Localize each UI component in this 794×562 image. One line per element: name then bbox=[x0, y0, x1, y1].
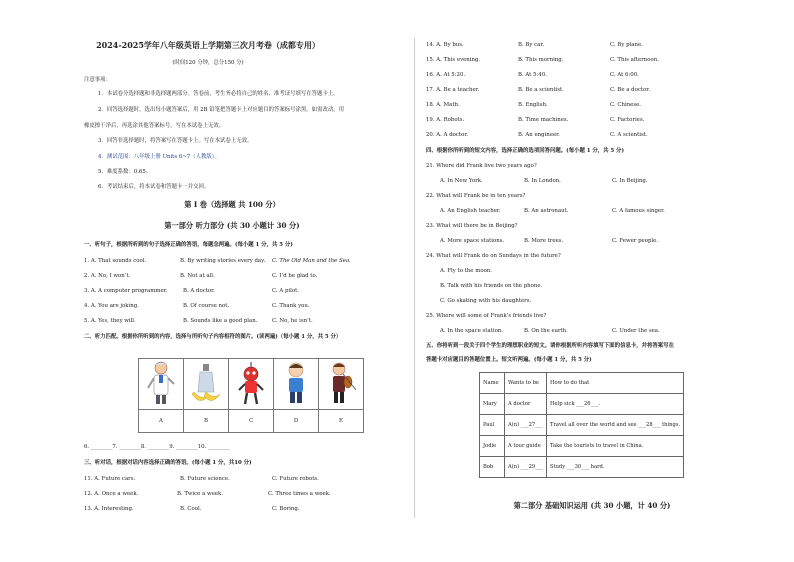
q16-a: 16. A. At 5:20. bbox=[426, 72, 466, 78]
bananas-bottle-icon bbox=[188, 360, 224, 406]
q20-c: C. A scientist. bbox=[610, 132, 648, 138]
table-cell: How to do that bbox=[546, 373, 683, 394]
table-cell: Bob bbox=[480, 457, 505, 478]
q22-c: C. A famous singer. bbox=[612, 208, 665, 214]
q2-b: B. Not at all. bbox=[180, 273, 215, 279]
q22-b: B. An astronaut. bbox=[524, 208, 569, 214]
q2-c: C. I’d be glad to. bbox=[272, 273, 318, 279]
q17-c: C. Be a doctor. bbox=[610, 87, 650, 93]
q13-c: C. Boring. bbox=[272, 506, 300, 512]
q16-b: B. At 5:40. bbox=[518, 72, 547, 78]
q1-b: B. By writing stories every day. bbox=[180, 258, 266, 264]
q4-a: 4. A. You are joking. bbox=[84, 303, 139, 309]
q1-a: 1. A. That sounds cool. bbox=[84, 258, 147, 264]
q1-c: C. The Old Man and the Sea. bbox=[272, 258, 351, 264]
part1-heading: 第一部分 听力部分 (共 30 小题计 30 分) bbox=[164, 221, 300, 230]
q17-b: B. Be a scientist. bbox=[518, 87, 564, 93]
table-cell: Study ___30___ hard. bbox=[546, 457, 683, 478]
q19-c: C. Factories. bbox=[610, 117, 645, 123]
q24-c: C. Go skating with his daughters. bbox=[440, 298, 532, 304]
note-3: 3．回答非选择题时，将答案写在答题卡上。写在本试卷上无效。 bbox=[98, 138, 253, 144]
note-5: 5．难度系数：0.65。 bbox=[98, 169, 152, 175]
q11-b: B. Future science. bbox=[180, 476, 230, 482]
q13-b: B. Cool. bbox=[180, 506, 202, 512]
q13-a: 13. A. Interesting. bbox=[84, 506, 134, 512]
matching-blanks: 6. ________7. ________8. ________9. ________10. ________ bbox=[84, 444, 230, 450]
table-cell: Wants to be bbox=[505, 373, 547, 394]
q18-c: C. Chinese. bbox=[610, 102, 642, 108]
table-row bbox=[480, 457, 684, 478]
info-card-table bbox=[479, 372, 684, 478]
q25: 25. Where will some of Frank’s friends live? bbox=[426, 313, 547, 319]
q2-a: 2. A. No, I won’t. bbox=[84, 273, 131, 279]
note-6: 6．考试结束后，将本试卷和答题卡一并交回。 bbox=[98, 184, 210, 190]
doctor-icon bbox=[143, 360, 179, 406]
q23: 23. What will there be in Beijing? bbox=[426, 223, 518, 229]
table-cell: Name bbox=[480, 373, 505, 394]
q15-a: 15. A. This evening. bbox=[426, 57, 481, 63]
q21-b: B. In London. bbox=[524, 178, 561, 184]
section5-heading-b: 答题卡对应题目的答题位置上。短文听两遍。(每小题 1 分，共 5 分) bbox=[426, 357, 592, 363]
q14-b: B. By car. bbox=[518, 42, 545, 48]
q24-b: B. Talk with his friends on the phone. bbox=[440, 283, 543, 289]
q3-c: C. A pilot. bbox=[272, 288, 299, 294]
q5-a: 5. A. Yes, they will. bbox=[84, 318, 136, 324]
q14-a: 14. A. By bus. bbox=[426, 42, 464, 48]
q24: 24. What will Frank do on Sundays in the future? bbox=[426, 253, 561, 259]
column-divider bbox=[414, 38, 415, 518]
q25-c: C. Under the sea. bbox=[612, 328, 660, 334]
q22: 22. What will Frank be in ten years? bbox=[426, 193, 526, 199]
section4-heading: 四、根据你所听到的短文内容，选择正确的选项回答问题。(每小题 1 分，共 5 分) bbox=[426, 148, 625, 154]
q4-b: B. Of course not. bbox=[183, 303, 230, 309]
q3-b: B. A doctor. bbox=[183, 288, 215, 294]
q23-c: C. Fewer people. bbox=[612, 238, 659, 244]
picture-label-a: A bbox=[139, 410, 184, 433]
page-subtitle: (时间120 分钟，总分150 分) bbox=[172, 60, 244, 66]
table-cell: Take the tourists to travel in China. bbox=[546, 436, 683, 457]
q18-a: 18. A. Math. bbox=[426, 102, 460, 108]
notes-heading: 注意事项： bbox=[84, 77, 111, 83]
q5-b: B. Sounds like a good plan. bbox=[183, 318, 258, 324]
page-title: 2024-2025学年八年级英语上学期第三次月考卷（成都专用） bbox=[96, 40, 320, 50]
picture-e bbox=[319, 359, 364, 410]
picture-label-d: D bbox=[274, 410, 319, 433]
volume-heading: 第 I 卷（选择题 共 100 分） bbox=[184, 200, 280, 209]
part2-heading: 第二部分 基础知识运用 (共 30 小题，计 40 分) bbox=[513, 501, 671, 510]
picture-d bbox=[274, 359, 319, 410]
q4-c: C. Thank you. bbox=[272, 303, 310, 309]
q15-c: C. This afternoon. bbox=[610, 57, 659, 63]
section3-heading: 三、听对话，根据对话内容选择正确的答语。(每小题 1 分，共10 分) bbox=[84, 460, 252, 466]
q23-a: A. More space stations. bbox=[440, 238, 505, 244]
q25-b: B. On the earth. bbox=[524, 328, 568, 334]
table-cell: Help sick ___26___. bbox=[546, 394, 683, 415]
table-cell: Jodie bbox=[480, 436, 505, 457]
picture-c bbox=[229, 359, 274, 410]
table-row bbox=[480, 415, 684, 436]
boy-icon bbox=[278, 360, 314, 406]
note-2a: 2．回答选择题时，选出每小题答案后，用 2B 铅笔把答题卡上对应题目的答案标号涂黑。如需改动，用 bbox=[98, 107, 345, 113]
q14-c: C. By plane. bbox=[610, 42, 643, 48]
q18-b: B. English. bbox=[518, 102, 548, 108]
q11-a: 11. A. Future cars. bbox=[84, 476, 136, 482]
q12-a: 12. A. Once a week. bbox=[84, 491, 139, 497]
q12-c: C. Three times a week. bbox=[268, 491, 331, 497]
q16-c: C. At 6:00. bbox=[610, 72, 639, 78]
violinist-icon bbox=[323, 360, 359, 406]
q21-a: A. In New York. bbox=[440, 178, 483, 184]
picture-a bbox=[139, 359, 184, 410]
q21: 21. Where did Frank live two years ago? bbox=[426, 163, 537, 169]
q22-a: A. An English teacher. bbox=[440, 208, 501, 214]
q25-a: A. In the space station. bbox=[440, 328, 503, 334]
table-cell: Paul bbox=[480, 415, 505, 436]
q5-c: C. No, he isn’t. bbox=[272, 318, 313, 324]
section1-heading: 一、听句子，根据所听到的句子选择正确的答语，每题念两遍。(每小题 1 分，共 5 分) bbox=[84, 242, 293, 248]
table-cell: A doctor bbox=[505, 394, 547, 415]
q17-a: 17. A. Be a teacher. bbox=[426, 87, 480, 93]
note-4: 4．测试范围：八年级上册 Units 6~7（人教版）。 bbox=[98, 154, 220, 160]
table-row bbox=[480, 373, 684, 394]
q15-b: B. This morning. bbox=[518, 57, 564, 63]
table-cell: Travel all over the world and see ___28___ things. bbox=[546, 415, 683, 436]
table-row bbox=[480, 394, 684, 415]
q3-a: 3. A. A computer programmer. bbox=[84, 288, 168, 294]
q11-c: C. Future robots. bbox=[272, 476, 319, 482]
picture-b bbox=[184, 359, 229, 410]
q12-b: B. Twice a week. bbox=[177, 491, 223, 497]
table-cell: A(n) ___29___ bbox=[505, 457, 547, 478]
q20-a: 20. A. A doctor. bbox=[426, 132, 469, 138]
picture-label-e: E bbox=[319, 410, 364, 433]
note-1: 1．本试卷分选择题和非选择题两部分。答卷前，考生务必将自己的姓名、准考证号填写在答题卡上。 bbox=[98, 91, 339, 97]
q24-a: A. Fly to the moon. bbox=[440, 268, 492, 274]
picture-label-b: B bbox=[184, 410, 229, 433]
q19-b: B. Time machines. bbox=[518, 117, 569, 123]
q20-b: B. An engineer. bbox=[518, 132, 560, 138]
note-2b: 橡皮擦干净后，再选涂其他答案标号。写在本试卷上无效。 bbox=[84, 123, 225, 129]
table-row bbox=[480, 436, 684, 457]
picture-table bbox=[138, 358, 364, 433]
picture-label-c: C bbox=[229, 410, 274, 433]
q21-c: C. In Beijing. bbox=[612, 178, 648, 184]
section2-heading: 二、听力匹配。根据你所听到的内容，选择与所听句子内容相符的图片。(读两遍)（每小题 1 分，共 5 分） bbox=[84, 334, 342, 340]
q19-a: 19. A. Robots. bbox=[426, 117, 465, 123]
q23-b: B. More trees. bbox=[524, 238, 564, 244]
table-cell: A tour guide bbox=[505, 436, 547, 457]
table-cell: Mary bbox=[480, 394, 505, 415]
robot-icon bbox=[233, 360, 269, 406]
section5-heading-a: 五、你将听到一段关于四个学生的理想职业的短文。请你根据所听内容填写下面的信息卡，并将答案写在 bbox=[426, 343, 674, 349]
table-cell: A(n) ___27___ bbox=[505, 415, 547, 436]
